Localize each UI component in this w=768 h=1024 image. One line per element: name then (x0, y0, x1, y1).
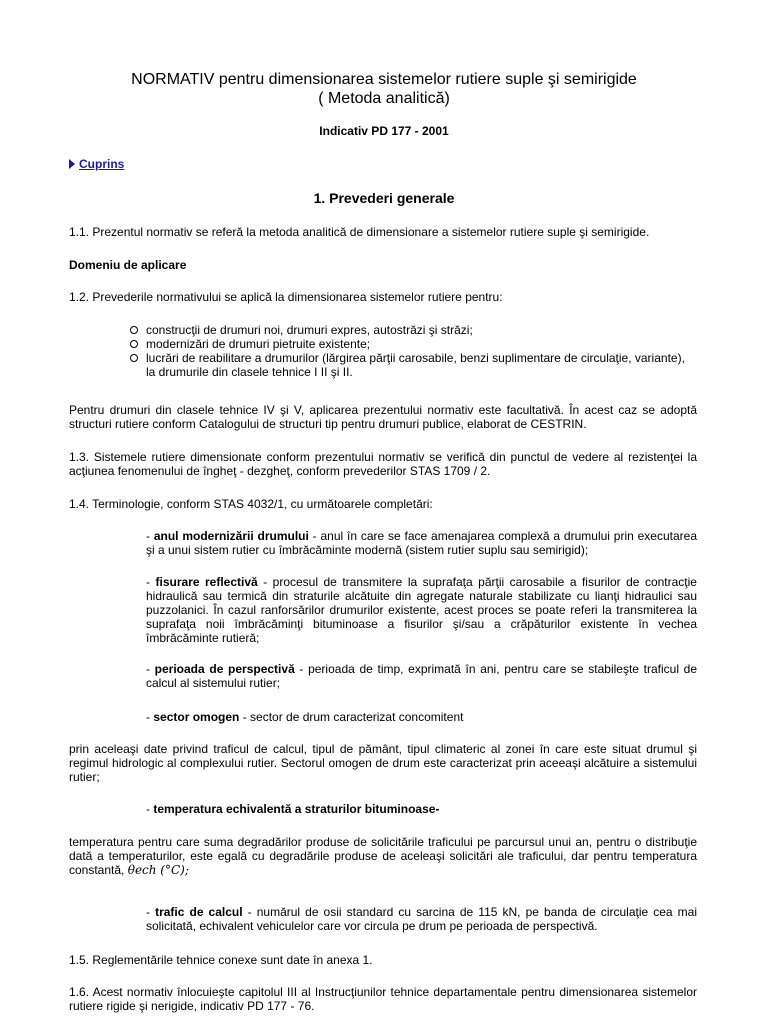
title-line-1: NORMATIV pentru dimensionarea sistemelor rutiere suple şi semirigide (131, 71, 637, 88)
term-name: trafic de calcul (155, 905, 243, 919)
title-line-2: ( Metoda analitică) (318, 90, 450, 107)
term-perioada-perspectiva: - perioada de perspectivă - perioada de timp, exprimată în ani, pentru care se stabileşte traficul de calcul al sistemului rutier; (146, 662, 697, 690)
circle-bullet-icon (130, 354, 138, 362)
term-sector-omogen-continuation: prin aceleaşi date privind traficul de calcul, tipul de pământ, tipul climateric al zonei în care este situat drumul şi regimul hidrologic al complexului rutier. Sectorul omogen de drum este caracterizat prin aceeaşi alcătuire a sistemului rutier; (69, 742, 697, 784)
paragraph-1-2: 1.2. Prevederile normativului se aplică la dimensionarea sistemelor rutiere pentru: (69, 290, 503, 304)
term-anul-modernizarii: - anul modernizării drumului - anul în care se face amenajarea complexă a drumului prin executarea şi a unui sistem rutier cu îmbrăcăminte modernă (sistem rutier suplu sau semirigid); (146, 529, 697, 557)
bullet-list (130, 323, 690, 379)
paragraph-1-5: 1.5. Reglementările tehnice conexe sunt date în anexa 1. (69, 953, 373, 967)
circle-bullet-icon (130, 326, 138, 334)
list-item: construcţii de drumuri noi, drumuri expres, autostrăzi şi străzi; (130, 323, 690, 337)
term-name: sector omogen (153, 710, 240, 724)
term-temperatura-continuation: temperatura pentru care suma degradărilor produse de solicitările traficului pe parcursul unui an, pentru o distribuţie dată a temperaturilor, este egală cu degradările produse de aceleaşi solicitări ale traficului, dar pentru temperatura constantă, θech (°C); (69, 835, 697, 877)
paragraph-1-1: 1.1. Prezentul normativ se referă la metoda analitică de dimensionare a sistemelor rutiere suple şi semirigide. (69, 225, 650, 239)
paragraph-1-6: 1.6. Acest normativ înlocuieşte capitolul III al Instrucţiunilor tehnice departamentale pentru dimensionarea sistemelor rutiere rigide şi nerigide, indicativ PD 177 - 76. (69, 985, 697, 1013)
list-item: lucrări de reabilitare a drumurilor (lărgirea părţii carosabile, benzi suplimentare de circulaţie, variante), la drumurile din clasele tehnice I II şi II. (130, 351, 690, 379)
toc-link-row[interactable] (69, 157, 124, 171)
section-heading: 1. Prevederi generale (313, 190, 455, 206)
cuprins-link[interactable]: Cuprins (79, 157, 125, 171)
term-fisurare-reflectiva: - fisurare reflectivă - procesul de transmitere la suprafaţa părţii carosabile a fisurilor de contracţie hidraulică sau termică din straturile alcătuite din agregate naturale stabilizate cu lianţi hidraulici sau puzzolanici. În cazul ranforsărilor drumurilor existente, acest proces se poate referi la transmiterea la suprafaţa noii îmbrăcăminţi bituminoase a fisurilor şi/sau a crăpăturilor existente în vechea îmbrăcăminte rutieră; (146, 575, 697, 645)
term-name: perioada de perspectivă (154, 662, 295, 676)
triangle-right-icon (69, 159, 75, 169)
list-item: modernizări de drumuri pietruite existente; (130, 337, 690, 351)
theta-ech-symbol: θech (°C); (127, 863, 189, 877)
indicativ-label: Indicativ PD 177 - 2001 (319, 124, 449, 138)
term-name: anul modernizării drumului (153, 529, 309, 543)
domeniu-heading: Domeniu de aplicare (69, 258, 187, 272)
paragraph-1-4: 1.4. Terminologie, conform STAS 4032/1, cu următoarele completări: (69, 497, 433, 511)
document-title (0, 70, 768, 108)
paragraph-1-3: 1.3. Sistemele rutiere dimensionate conform prezentului normativ se verifică din punctul de vedere al rezistenţei la acţiunea fenomenului de îngheţ - dezgheţ, conform prevederilor STAS 1709 / 2. (69, 450, 697, 478)
term-trafic-calcul: - trafic de calcul - numărul de osii standard cu sarcina de 115 kN, pe banda de circulaţie cea mai solicitată, echivalent vehiculelor care vor circula pe drum pe perioada de perspectivă. (146, 905, 697, 933)
term-name: temperatura echivalentă a straturilor bituminoase (153, 802, 436, 816)
paragraph-catalog: Pentru drumuri din clasele tehnice IV şi V, aplicarea prezentului normativ este facultativă. În acest caz se adoptă structuri rutiere conform Catalogului de structuri tip pentru drumuri publice, elaborat de CESTRIN. (69, 403, 697, 431)
term-name: fisurare reflectivă (155, 575, 258, 589)
term-temperatura-echivalenta: - temperatura echivalentă a straturilor bituminoase- (146, 802, 440, 816)
circle-bullet-icon (130, 340, 138, 348)
term-sector-omogen: - sector omogen - sector de drum caracterizat concomitent (146, 710, 464, 724)
